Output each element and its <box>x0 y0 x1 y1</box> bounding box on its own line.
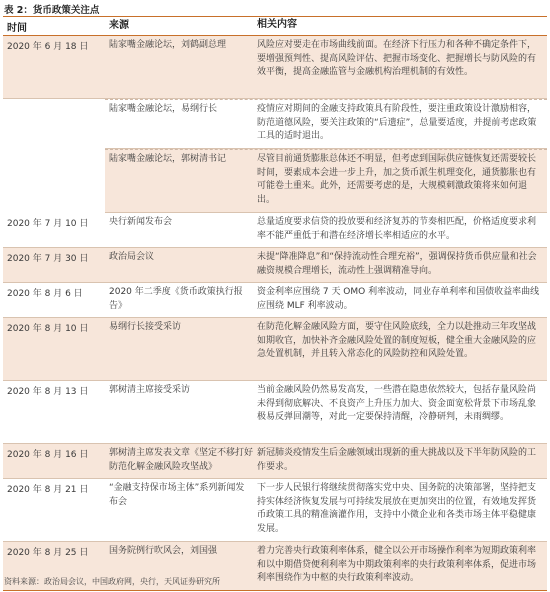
row-source: “金融支持保市场主体”系列新闻发布会 <box>109 483 245 507</box>
table-row <box>3 248 547 283</box>
header-content: 相关内容 <box>257 19 297 31</box>
row-content: 下一步人民银行将继续贯彻落实党中央、国务院的决策部署，坚持把支持实体经济恢复发展与可持续发展放在更加突出的位置，有效地发挥货币政策工具的精准滴灌作用，支持中小微企业和各类市场主体平稳健康发展。 <box>257 483 537 534</box>
row-source: 郭树清主席接受采访 <box>109 385 191 395</box>
row-source: 易纲行长接受采访 <box>109 322 182 332</box>
row-content: 总量适度要求信贷的投放要和经济复苏的节奏相匹配，价格适度要求利率不能严重低于和潜在经济增长率相适应的水平。 <box>257 217 537 241</box>
row-content: 着力完善央行政策利率体系，健全以公开市场操作利率为短期政策利率和以中期借贷便利利率为中期政策利率的央行政策利率体系，促进市场利率围绕作为中枢的央行政策利率波动。 <box>257 546 537 583</box>
row-date: 2020 年 8 月 13 日 <box>7 387 89 397</box>
row-content: 疫情应对期间的金融支持政策具有阶段性，要注重政策设计激励相容，防范道德风险，要关注政策的“后遗症”，总量要适度，并提前考虑政策工具的适时退出。 <box>257 104 537 141</box>
table-row <box>3 213 547 248</box>
table-row <box>3 36 547 99</box>
row-source: 陆家嘴金融论坛，刘鹤副总理 <box>109 40 227 50</box>
table-caption: 表 2：货币政策关注点 <box>4 5 100 16</box>
row-date: 2020 年 6 月 18 日 <box>7 42 89 52</box>
row-content: 当前金融风险仍然易发高发，一些潜在隐患依然较大，包括存量风险尚未得到彻底解决、不良资产上升压力加大、资金面宽松背景下市场乱象极易反弹回潮等，对此一定要保持清醒，冷静研判，未雨绸缪。 <box>257 385 537 422</box>
row-source: 郭树清主席发表文章《坚定不移打好防范化解金融风险攻坚战》 <box>109 448 254 472</box>
table-header <box>3 17 547 36</box>
table-body <box>3 36 547 590</box>
table-row <box>3 318 547 381</box>
row-date: 2020 年 7 月 30 日 <box>7 254 89 264</box>
row-content: 尽管目前通货膨胀总体还不明显，但考虑到国际供应链恢复还需要较长时间，要素成本会进一步上升，加之货币派生机理变化，通货膨胀也有可能卷土重来。此外，还需要考虑的是，大规模刺激政策将来如何退出。 <box>257 154 537 205</box>
row-content: 资金利率应围绕 7 天 OMO 利率波动，同业存单利率和国债收益率曲线应围绕 MLF 利率波动。 <box>257 287 540 311</box>
table-row <box>3 283 547 318</box>
row-date: 2020 年 8 月 21 日 <box>7 485 89 495</box>
policy-table <box>3 16 547 591</box>
table-row <box>105 149 547 213</box>
header-date: 时间 <box>7 22 27 34</box>
source-note: 资料来源：政治局会议，中国政府网，央行，天风证券研究所 <box>4 577 220 586</box>
row-source: 政治局会议 <box>109 252 155 262</box>
row-source: 陆家嘴金融论坛，郭树清书记 <box>109 154 227 164</box>
row-date: 2020 年 8 月 25 日 <box>7 548 89 558</box>
row-date: 2020 年 8 月 10 日 <box>7 324 89 334</box>
row-date: 2020 年 8 月 6 日 <box>7 289 83 299</box>
row-source: 陆家嘴金融论坛，易纲行长 <box>109 104 218 114</box>
table-row <box>3 479 547 542</box>
row-date: 2020 年 7 月 10 日 <box>7 219 89 229</box>
row-source: 2020 年二季度《货币政策执行报告》 <box>109 287 243 311</box>
row-content: 未提“降准降息”和“保持流动性合理充裕”，强调保持货币供应量和社会融资规模合理增长，流动性上强调精准导向。 <box>257 252 537 276</box>
table-row <box>105 99 547 149</box>
row-source: 央行新闻发布会 <box>109 217 173 227</box>
row-content: 风险应对要走在市场曲线前面。在经济下行压力和各种不确定条件下，要增强预判性、提高风险评估、把握市场变化、把握增长与防风险的有效平衡，提高金融监管与金融机构治理机制的有效性。 <box>257 40 537 77</box>
table-row <box>3 444 547 479</box>
header-source: 来源 <box>109 20 129 32</box>
row-content: 新冠肺炎疫情发生后金融领域出现新的重大挑战以及下半年防风险的工作要求。 <box>257 448 537 472</box>
row-date: 2020 年 8 月 16 日 <box>7 450 89 460</box>
row-content: 在防范化解金融风险方面，要守住风险底线，全力以赴推动三年攻坚战如期收官，加快补齐金融风险处置的制度短板，健全重大金融风险的应急处置机制，并且转入常态化的风险防控和风险处置。 <box>257 322 537 359</box>
table-row <box>3 381 547 444</box>
row-source: 国务院例行吹风会，刘国强 <box>109 546 218 556</box>
